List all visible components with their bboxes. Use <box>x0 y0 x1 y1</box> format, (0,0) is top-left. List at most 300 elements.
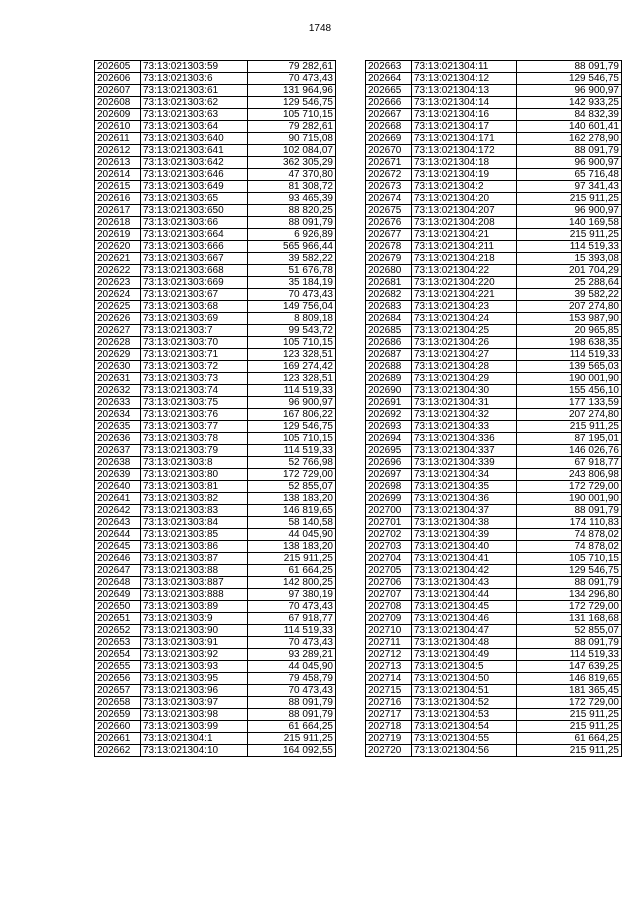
table-row <box>95 553 336 565</box>
table-row <box>95 649 336 661</box>
row-number-cell: 202692 <box>366 409 412 421</box>
table-row <box>95 397 336 409</box>
cadastral-number-cell: 73:13:021304:39 <box>412 529 517 541</box>
table-row <box>95 73 336 85</box>
cadastral-number-cell: 73:13:021303:87 <box>141 553 248 565</box>
row-number-cell: 202715 <box>366 685 412 697</box>
table-row <box>95 673 336 685</box>
row-number-cell: 202666 <box>366 97 412 109</box>
row-number-cell: 202608 <box>95 97 141 109</box>
value-cell: 243 806,98 <box>517 469 622 481</box>
table-row <box>95 313 336 325</box>
table-row <box>95 265 336 277</box>
cadastral-number-cell: 73:13:021303:9 <box>141 613 248 625</box>
value-cell: 139 565,03 <box>517 361 622 373</box>
table-row <box>366 733 622 745</box>
row-number-cell: 202702 <box>366 529 412 541</box>
row-number-cell: 202624 <box>95 289 141 301</box>
value-cell: 164 092,55 <box>248 745 336 757</box>
row-number-cell: 202652 <box>95 625 141 637</box>
row-number-cell: 202656 <box>95 673 141 685</box>
table-row <box>95 409 336 421</box>
value-cell: 215 911,25 <box>517 193 622 205</box>
value-cell: 131 964,96 <box>248 85 336 97</box>
cadastral-number-cell: 73:13:021303:92 <box>141 649 248 661</box>
value-cell: 146 819,65 <box>517 673 622 685</box>
table-row <box>366 181 622 193</box>
value-cell: 61 664,25 <box>517 733 622 745</box>
table-row <box>95 121 336 133</box>
value-cell: 114 519,33 <box>517 649 622 661</box>
table-row <box>95 589 336 601</box>
row-number-cell: 202667 <box>366 109 412 121</box>
row-number-cell: 202679 <box>366 253 412 265</box>
row-number-cell: 202700 <box>366 505 412 517</box>
cadastral-number-cell: 73:13:021304:218 <box>412 253 517 265</box>
row-number-cell: 202706 <box>366 577 412 589</box>
row-number-cell: 202658 <box>95 697 141 709</box>
cadastral-number-cell: 73:13:021303:93 <box>141 661 248 673</box>
table-row <box>366 193 622 205</box>
row-number-cell: 202642 <box>95 505 141 517</box>
cadastral-number-cell: 73:13:021304:41 <box>412 553 517 565</box>
cadastral-number-cell: 73:13:021303:71 <box>141 349 248 361</box>
table-row <box>366 169 622 181</box>
table-row <box>95 601 336 613</box>
value-cell: 61 664,25 <box>248 565 336 577</box>
cadastral-number-cell: 73:13:021303:99 <box>141 721 248 733</box>
row-number-cell: 202695 <box>366 445 412 457</box>
cadastral-number-cell: 73:13:021304:45 <box>412 601 517 613</box>
value-cell: 88 091,79 <box>517 637 622 649</box>
value-cell: 67 918,77 <box>248 613 336 625</box>
value-cell: 129 546,75 <box>517 73 622 85</box>
table-row <box>366 373 622 385</box>
table-row <box>366 313 622 325</box>
cadastral-number-cell: 73:13:021303:79 <box>141 445 248 457</box>
cadastral-number-cell: 73:13:021303:67 <box>141 289 248 301</box>
cadastral-number-cell: 73:13:021304:16 <box>412 109 517 121</box>
row-number-cell: 202720 <box>366 745 412 757</box>
table-row <box>95 253 336 265</box>
value-cell: 105 710,15 <box>248 337 336 349</box>
table-row <box>95 337 336 349</box>
table-row <box>366 121 622 133</box>
row-number-cell: 202605 <box>95 61 141 73</box>
row-number-cell: 202684 <box>366 313 412 325</box>
row-number-cell: 202669 <box>366 133 412 145</box>
value-cell: 25 288,64 <box>517 277 622 289</box>
cadastral-number-cell: 73:13:021304:11 <box>412 61 517 73</box>
table-row <box>366 61 622 73</box>
table-row <box>95 217 336 229</box>
value-cell: 131 168,68 <box>517 613 622 625</box>
cadastral-number-cell: 73:13:021304:1 <box>141 733 248 745</box>
cadastral-number-cell: 73:13:021304:5 <box>412 661 517 673</box>
cadastral-number-cell: 73:13:021304:52 <box>412 697 517 709</box>
cadastral-number-cell: 73:13:021303:641 <box>141 145 248 157</box>
table-row <box>95 529 336 541</box>
table-row <box>366 205 622 217</box>
row-number-cell: 202653 <box>95 637 141 649</box>
cadastral-number-cell: 73:13:021303:80 <box>141 469 248 481</box>
value-cell: 565 966,44 <box>248 241 336 253</box>
table-row <box>95 517 336 529</box>
cadastral-number-cell: 73:13:021303:75 <box>141 397 248 409</box>
cadastral-number-cell: 73:13:021304:19 <box>412 169 517 181</box>
row-number-cell: 202631 <box>95 373 141 385</box>
table-row <box>95 541 336 553</box>
table-row <box>95 373 336 385</box>
value-cell: 207 274,80 <box>517 301 622 313</box>
cadastral-number-cell: 73:13:021304:28 <box>412 361 517 373</box>
value-cell: 198 638,35 <box>517 337 622 349</box>
cadastral-number-cell: 73:13:021303:61 <box>141 85 248 97</box>
table-row <box>366 253 622 265</box>
table-row <box>95 361 336 373</box>
table-row <box>95 445 336 457</box>
table-row <box>366 457 622 469</box>
cadastral-number-cell: 73:13:021304:23 <box>412 301 517 313</box>
cadastral-number-cell: 73:13:021303:63 <box>141 109 248 121</box>
value-cell: 102 084,07 <box>248 145 336 157</box>
value-cell: 96 900,97 <box>517 205 622 217</box>
value-cell: 134 296,80 <box>517 589 622 601</box>
cadastral-number-cell: 73:13:021303:77 <box>141 421 248 433</box>
cadastral-number-cell: 73:13:021303:887 <box>141 577 248 589</box>
cadastral-number-cell: 73:13:021303:96 <box>141 685 248 697</box>
value-cell: 65 716,48 <box>517 169 622 181</box>
value-cell: 138 183,20 <box>248 541 336 553</box>
value-cell: 215 911,25 <box>517 745 622 757</box>
row-number-cell: 202718 <box>366 721 412 733</box>
cadastral-number-cell: 73:13:021303:68 <box>141 301 248 313</box>
cadastral-number-cell: 73:13:021304:46 <box>412 613 517 625</box>
cadastral-number-cell: 73:13:021304:34 <box>412 469 517 481</box>
cadastral-number-cell: 73:13:021303:888 <box>141 589 248 601</box>
table-row <box>95 433 336 445</box>
value-cell: 147 639,25 <box>517 661 622 673</box>
table-row <box>366 709 622 721</box>
row-number-cell: 202644 <box>95 529 141 541</box>
row-number-cell: 202662 <box>95 745 141 757</box>
cadastral-number-cell: 73:13:021304:49 <box>412 649 517 661</box>
row-number-cell: 202659 <box>95 709 141 721</box>
row-number-cell: 202612 <box>95 145 141 157</box>
cadastral-number-cell: 73:13:021303:76 <box>141 409 248 421</box>
value-cell: 105 710,15 <box>248 433 336 445</box>
row-number-cell: 202661 <box>95 733 141 745</box>
value-cell: 140 169,58 <box>517 217 622 229</box>
value-cell: 155 456,10 <box>517 385 622 397</box>
value-cell: 70 473,43 <box>248 685 336 697</box>
table-row <box>95 745 336 757</box>
value-cell: 146 819,65 <box>248 505 336 517</box>
cadastral-number-cell: 73:13:021303:78 <box>141 433 248 445</box>
value-cell: 47 370,80 <box>248 169 336 181</box>
table-row <box>95 109 336 121</box>
row-number-cell: 202693 <box>366 421 412 433</box>
cadastral-number-cell: 73:13:021304:17 <box>412 121 517 133</box>
row-number-cell: 202651 <box>95 613 141 625</box>
cadastral-number-cell: 73:13:021304:171 <box>412 133 517 145</box>
cadastral-number-cell: 73:13:021303:664 <box>141 229 248 241</box>
cadastral-number-cell: 73:13:021303:90 <box>141 625 248 637</box>
table-row <box>366 397 622 409</box>
row-number-cell: 202636 <box>95 433 141 445</box>
cadastral-number-cell: 73:13:021303:84 <box>141 517 248 529</box>
value-cell: 123 328,51 <box>248 373 336 385</box>
cadastral-number-cell: 73:13:021303:70 <box>141 337 248 349</box>
cadastral-number-cell: 73:13:021304:25 <box>412 325 517 337</box>
row-number-cell: 202620 <box>95 241 141 253</box>
value-cell: 70 473,43 <box>248 601 336 613</box>
table-row <box>366 85 622 97</box>
table-row <box>366 553 622 565</box>
table-row <box>366 277 622 289</box>
row-number-cell: 202699 <box>366 493 412 505</box>
cadastral-number-cell: 73:13:021304:339 <box>412 457 517 469</box>
table-row <box>95 133 336 145</box>
row-number-cell: 202691 <box>366 397 412 409</box>
right-table <box>365 60 622 757</box>
value-cell: 172 729,00 <box>517 697 622 709</box>
value-cell: 87 195,01 <box>517 433 622 445</box>
cadastral-number-cell: 73:13:021304:32 <box>412 409 517 421</box>
value-cell: 52 855,07 <box>517 625 622 637</box>
table-row <box>366 661 622 673</box>
cadastral-number-cell: 73:13:021303:74 <box>141 385 248 397</box>
value-cell: 215 911,25 <box>248 553 336 565</box>
value-cell: 190 001,90 <box>517 373 622 385</box>
row-number-cell: 202716 <box>366 697 412 709</box>
value-cell: 79 458,79 <box>248 673 336 685</box>
value-cell: 123 328,51 <box>248 349 336 361</box>
row-number-cell: 202625 <box>95 301 141 313</box>
row-number-cell: 202689 <box>366 373 412 385</box>
value-cell: 140 601,41 <box>517 121 622 133</box>
table-row <box>366 229 622 241</box>
cadastral-number-cell: 73:13:021304:207 <box>412 205 517 217</box>
row-number-cell: 202675 <box>366 205 412 217</box>
table-row <box>366 529 622 541</box>
value-cell: 105 710,15 <box>517 553 622 565</box>
table-row <box>366 601 622 613</box>
cadastral-number-cell: 73:13:021303:640 <box>141 133 248 145</box>
cadastral-number-cell: 73:13:021304:50 <box>412 673 517 685</box>
table-row <box>95 325 336 337</box>
page-number: 1748 <box>308 23 332 34</box>
table-row <box>95 469 336 481</box>
cadastral-number-cell: 73:13:021304:208 <box>412 217 517 229</box>
row-number-cell: 202617 <box>95 205 141 217</box>
table-row <box>366 625 622 637</box>
cadastral-number-cell: 73:13:021304:14 <box>412 97 517 109</box>
table-row <box>366 745 622 757</box>
row-number-cell: 202610 <box>95 121 141 133</box>
value-cell: 70 473,43 <box>248 637 336 649</box>
value-cell: 114 519,33 <box>517 241 622 253</box>
cadastral-number-cell: 73:13:021304:13 <box>412 85 517 97</box>
table-row <box>366 577 622 589</box>
row-number-cell: 202650 <box>95 601 141 613</box>
row-number-cell: 202657 <box>95 685 141 697</box>
value-cell: 97 341,43 <box>517 181 622 193</box>
table-row <box>366 541 622 553</box>
row-number-cell: 202613 <box>95 157 141 169</box>
value-cell: 215 911,25 <box>517 709 622 721</box>
row-number-cell: 202627 <box>95 325 141 337</box>
cadastral-number-cell: 73:13:021303:86 <box>141 541 248 553</box>
value-cell: 215 911,25 <box>517 421 622 433</box>
value-cell: 149 756,04 <box>248 301 336 313</box>
table-row <box>366 673 622 685</box>
table-row <box>95 61 336 73</box>
value-cell: 88 091,79 <box>517 505 622 517</box>
table-row <box>366 613 622 625</box>
row-number-cell: 202714 <box>366 673 412 685</box>
table-row <box>366 145 622 157</box>
table-row <box>95 169 336 181</box>
value-cell: 114 519,33 <box>248 385 336 397</box>
table-row <box>366 517 622 529</box>
cadastral-number-cell: 73:13:021303:82 <box>141 493 248 505</box>
value-cell: 88 091,79 <box>248 217 336 229</box>
table-row <box>95 385 336 397</box>
cadastral-number-cell: 73:13:021304:221 <box>412 289 517 301</box>
cadastral-number-cell: 73:13:021304:21 <box>412 229 517 241</box>
row-number-cell: 202622 <box>95 265 141 277</box>
cadastral-number-cell: 73:13:021303:642 <box>141 157 248 169</box>
row-number-cell: 202674 <box>366 193 412 205</box>
cadastral-number-cell: 73:13:021303:8 <box>141 457 248 469</box>
cadastral-number-cell: 73:13:021303:667 <box>141 253 248 265</box>
table-row <box>95 481 336 493</box>
row-number-cell: 202690 <box>366 385 412 397</box>
row-number-cell: 202615 <box>95 181 141 193</box>
row-number-cell: 202703 <box>366 541 412 553</box>
row-number-cell: 202623 <box>95 277 141 289</box>
cadastral-number-cell: 73:13:021304:172 <box>412 145 517 157</box>
cadastral-number-cell: 73:13:021304:37 <box>412 505 517 517</box>
row-number-cell: 202647 <box>95 565 141 577</box>
cadastral-number-cell: 73:13:021304:24 <box>412 313 517 325</box>
value-cell: 146 026,76 <box>517 445 622 457</box>
row-number-cell: 202629 <box>95 349 141 361</box>
cadastral-number-cell: 73:13:021303:73 <box>141 373 248 385</box>
value-cell: 96 900,97 <box>517 85 622 97</box>
cadastral-number-cell: 73:13:021304:31 <box>412 397 517 409</box>
row-number-cell: 202719 <box>366 733 412 745</box>
value-cell: 90 715,08 <box>248 133 336 145</box>
cadastral-number-cell: 73:13:021304:2 <box>412 181 517 193</box>
cadastral-number-cell: 73:13:021303:59 <box>141 61 248 73</box>
value-cell: 52 855,07 <box>248 481 336 493</box>
row-number-cell: 202632 <box>95 385 141 397</box>
table-row <box>95 349 336 361</box>
cadastral-number-cell: 73:13:021304:53 <box>412 709 517 721</box>
table-row <box>95 97 336 109</box>
cadastral-number-cell: 73:13:021303:649 <box>141 181 248 193</box>
value-cell: 181 365,45 <box>517 685 622 697</box>
row-number-cell: 202619 <box>95 229 141 241</box>
table-row <box>95 721 336 733</box>
value-cell: 88 820,25 <box>248 205 336 217</box>
table-row <box>366 697 622 709</box>
cadastral-number-cell: 73:13:021304:30 <box>412 385 517 397</box>
row-number-cell: 202638 <box>95 457 141 469</box>
value-cell: 215 911,25 <box>517 721 622 733</box>
table-row <box>95 613 336 625</box>
table-row <box>95 625 336 637</box>
table-row <box>366 217 622 229</box>
table-row <box>95 685 336 697</box>
row-number-cell: 202643 <box>95 517 141 529</box>
cadastral-number-cell: 73:13:021304:337 <box>412 445 517 457</box>
value-cell: 129 546,75 <box>248 97 336 109</box>
table-row <box>95 229 336 241</box>
value-cell: 177 133,59 <box>517 397 622 409</box>
cadastral-number-cell: 73:13:021304:336 <box>412 433 517 445</box>
row-number-cell: 202670 <box>366 145 412 157</box>
value-cell: 142 800,25 <box>248 577 336 589</box>
table-row <box>366 493 622 505</box>
cadastral-number-cell: 73:13:021304:42 <box>412 565 517 577</box>
table-row <box>95 277 336 289</box>
cadastral-number-cell: 73:13:021304:33 <box>412 421 517 433</box>
value-cell: 190 001,90 <box>517 493 622 505</box>
cadastral-number-cell: 73:13:021303:98 <box>141 709 248 721</box>
value-cell: 39 582,22 <box>517 289 622 301</box>
value-cell: 162 278,90 <box>517 133 622 145</box>
table-row <box>366 301 622 313</box>
row-number-cell: 202672 <box>366 169 412 181</box>
value-cell: 93 289,21 <box>248 649 336 661</box>
row-number-cell: 202663 <box>366 61 412 73</box>
table-row <box>95 661 336 673</box>
row-number-cell: 202698 <box>366 481 412 493</box>
row-number-cell: 202677 <box>366 229 412 241</box>
value-cell: 74 878,02 <box>517 529 622 541</box>
cadastral-number-cell: 73:13:021304:26 <box>412 337 517 349</box>
table-row <box>95 733 336 745</box>
cadastral-number-cell: 73:13:021304:22 <box>412 265 517 277</box>
table-row <box>95 157 336 169</box>
cadastral-number-cell: 73:13:021303:81 <box>141 481 248 493</box>
table-row <box>95 193 336 205</box>
row-number-cell: 202687 <box>366 349 412 361</box>
value-cell: 96 900,97 <box>517 157 622 169</box>
table-row <box>366 649 622 661</box>
cadastral-number-cell: 73:13:021304:44 <box>412 589 517 601</box>
value-cell: 153 987,90 <box>517 313 622 325</box>
table-row <box>95 421 336 433</box>
row-number-cell: 202707 <box>366 589 412 601</box>
row-number-cell: 202713 <box>366 661 412 673</box>
value-cell: 67 918,77 <box>517 457 622 469</box>
value-cell: 129 546,75 <box>248 421 336 433</box>
row-number-cell: 202685 <box>366 325 412 337</box>
value-cell: 172 729,00 <box>517 481 622 493</box>
value-cell: 167 806,22 <box>248 409 336 421</box>
cadastral-number-cell: 73:13:021304:55 <box>412 733 517 745</box>
row-number-cell: 202682 <box>366 289 412 301</box>
row-number-cell: 202688 <box>366 361 412 373</box>
table-row <box>366 241 622 253</box>
cadastral-number-cell: 73:13:021303:65 <box>141 193 248 205</box>
table-row <box>366 637 622 649</box>
row-number-cell: 202646 <box>95 553 141 565</box>
